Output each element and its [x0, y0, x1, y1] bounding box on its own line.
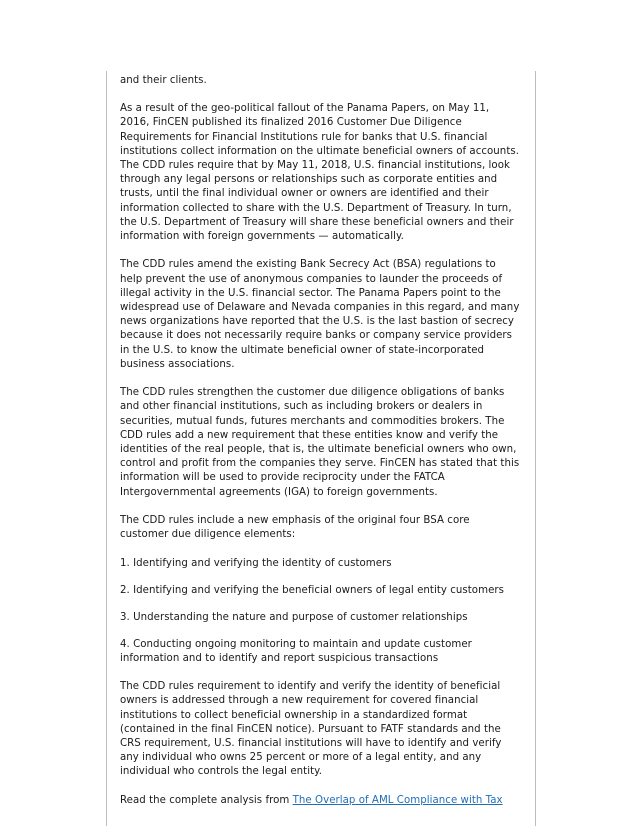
document-body [120, 74, 520, 822]
list-item: 1. Identifying and verifying the identity of customers [120, 557, 392, 569]
paragraph-intro: and their clients. [120, 75, 207, 86]
list-item: 4. Conducting ongoing monitoring to maintain and update customer information and to identify and report suspicious transactions [120, 638, 472, 664]
paragraph-core-elements: The CDD rules include a new emphasis of the original four BSA core customer due diligence elements: [120, 515, 470, 541]
list-item: 2. Identifying and verifying the beneficial owners of legal entity customers [120, 584, 504, 596]
paragraph-panama-papers: As a result of the geo-political fallout of the Panama Papers, on May 11, 2016, FinCEN published its finalized 2016 Customer Due Diligence Requirements for Financial Institutions rule for banks that U.S. financial institutions collect information on the ultimate beneficial owners of accounts. The CDD rules require that by May 11, 2018, U.S. financial institutions, look through any legal persons or relationships such as corporate entities and trusts, until the final individual owner or owners are identified and their information collected to share with the U.S. Department of Treasury. In turn, the U.S. Department of Treasury will share these beneficial owners and their information with foreign governments — automatically. [120, 103, 520, 243]
left-margin-rule [106, 71, 107, 826]
list-item: 3. Understanding the nature and purpose of customer relationships [120, 611, 468, 623]
paragraph-cdd-strengthen: The CDD rules strengthen the customer due diligence obligations of banks and other financial institutions, such as including brokers or dealers in securities, mutual funds, futures merchants and commodities brokers. The CDD rules add a new requirement that these entities know and verify the identities of the real people, that is, the ultimate beneficial owners who own, control and profit from the companies they serve. FinCEN has stated that this information will be used to provide reciprocity under the FATCA Intergovernmental agreements (IGA) to foreign governments. [120, 387, 520, 498]
paragraph-bsa-amendment: The CDD rules amend the existing Bank Secrecy Act (BSA) regulations to help prevent the use of anonymous companies to launder the proceeds of illegal activity in the U.S. financial sector. The Panama Papers point to the widespread use of Delaware and Nevada companies in this regard, and many news organizations have reported that the U.S. is the last bastion of secrecy because it does not necessarily require banks or company service providers in the U.S. to know the ultimate beneficial owner of state-incorporated business associations. [120, 259, 520, 370]
paragraph-beneficial-owners: The CDD rules requirement to identify and verify the identity of beneficial owners is addressed through a new requirement for covered financial institutions to collect beneficial ownership in a standardized format (contained in the final FinCEN notice). Pursuant to FATF standards and the CRS requirement, U.S. financial institutions will have to identify and verify any individual who owns 25 percent or more of a legal entity, and any individual who controls the legal entity. [120, 681, 502, 778]
read-more-prefix: Read the complete analysis from [120, 794, 293, 806]
read-more-line [120, 794, 520, 808]
analysis-link[interactable]: The Overlap of AML Compliance with Tax [292, 794, 503, 806]
right-margin-rule [535, 71, 536, 826]
